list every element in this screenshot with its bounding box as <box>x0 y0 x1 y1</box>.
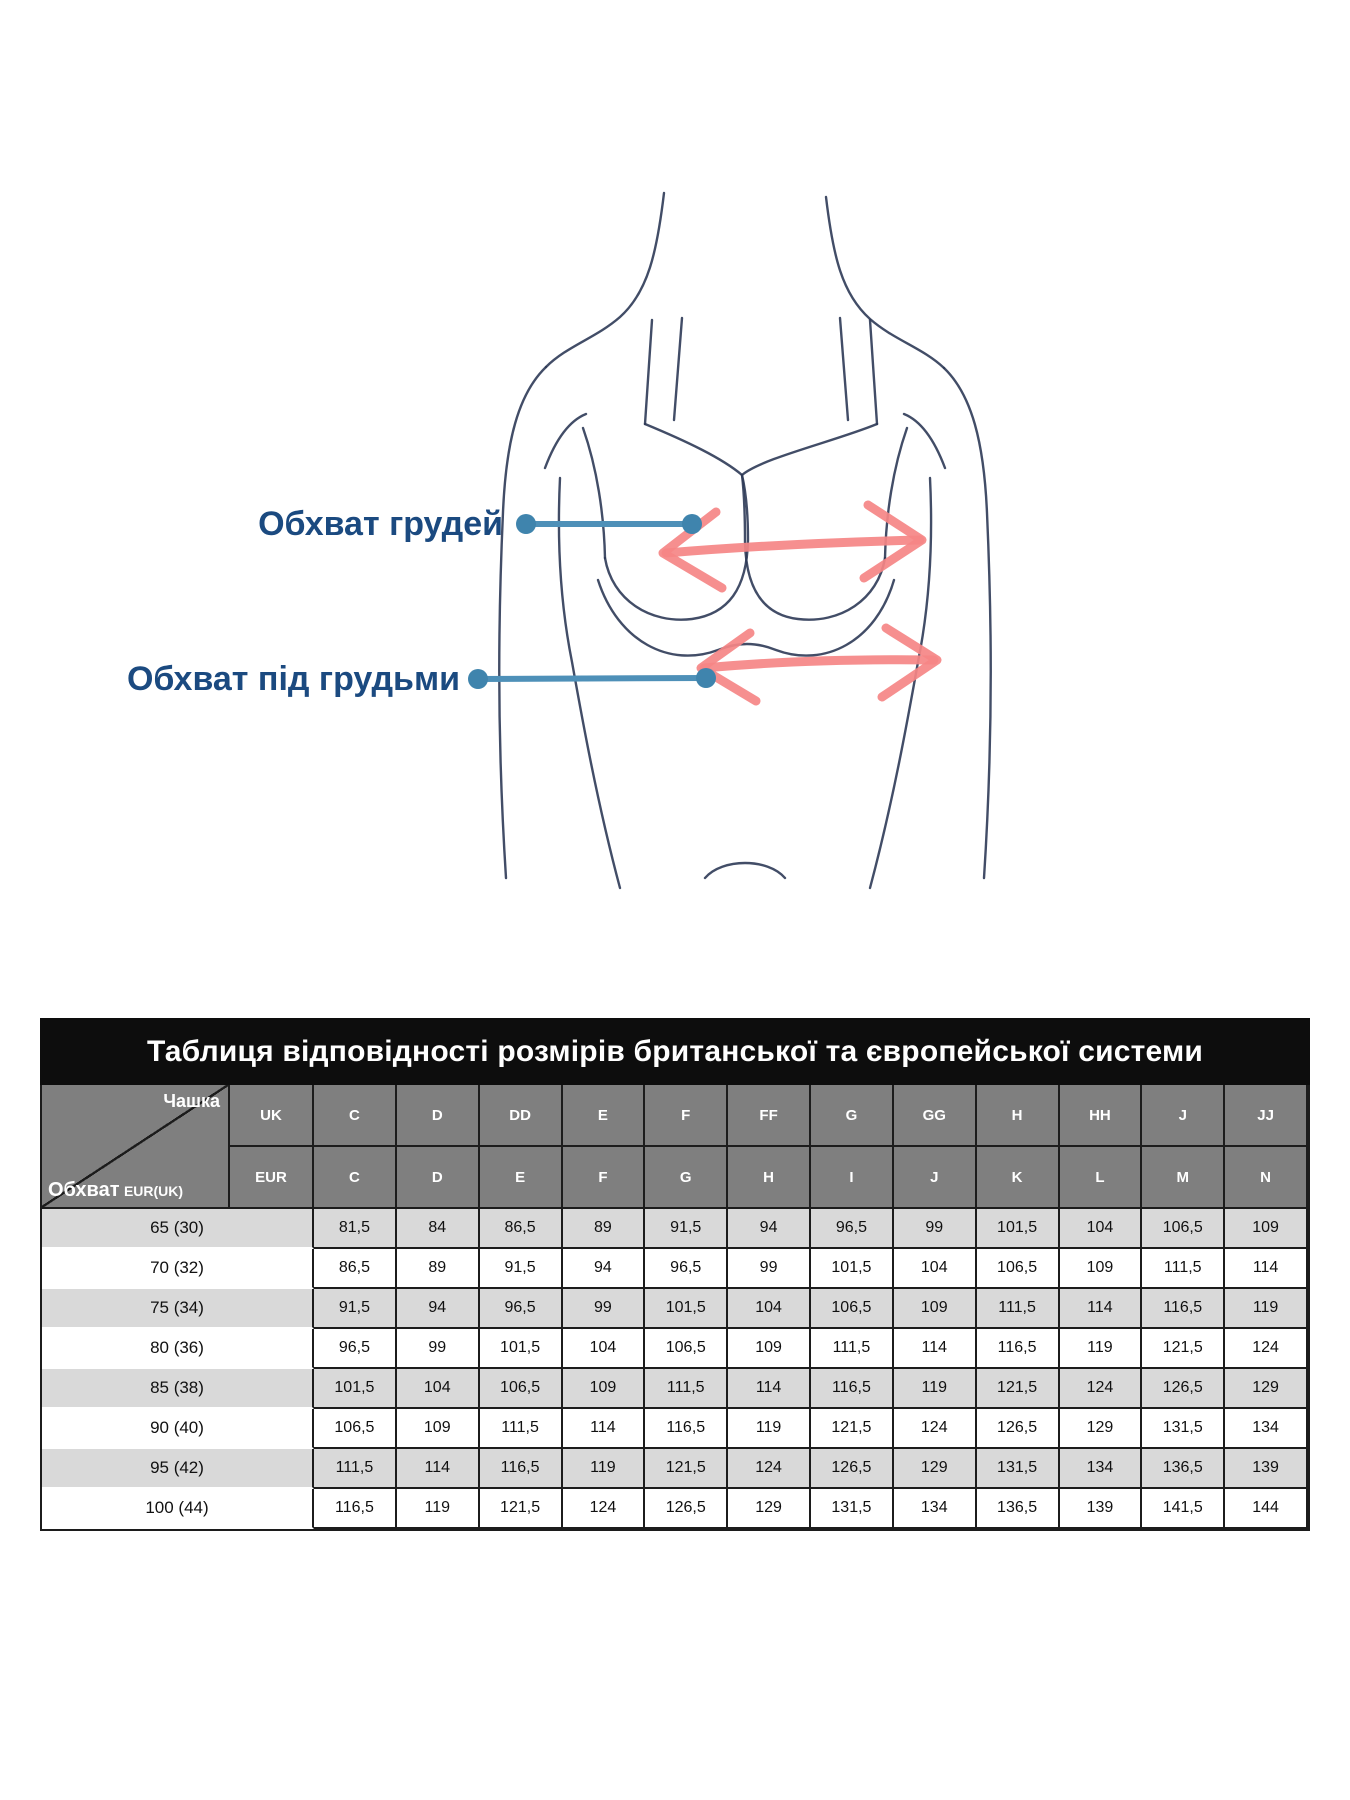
size-cell: 101,5 <box>480 1329 563 1369</box>
size-cell: 104 <box>397 1369 480 1409</box>
size-cell: 126,5 <box>645 1489 728 1529</box>
size-cell: 96,5 <box>314 1329 397 1369</box>
size-cell: 99 <box>397 1329 480 1369</box>
size-cell: 129 <box>1060 1409 1143 1449</box>
size-cell: 126,5 <box>811 1449 894 1489</box>
row-label: 100 (44) <box>42 1489 314 1529</box>
size-cell: 124 <box>1225 1329 1308 1369</box>
cup-header-eur: H <box>728 1147 811 1209</box>
size-cell: 134 <box>1060 1449 1143 1489</box>
cup-header-eur: I <box>811 1147 894 1209</box>
cup-header-uk: H <box>977 1085 1060 1147</box>
corner-girth-label <box>48 1179 183 1202</box>
size-cell: 86,5 <box>314 1249 397 1289</box>
size-cell: 129 <box>894 1449 977 1489</box>
cup-header-uk: G <box>811 1085 894 1147</box>
size-cell: 96,5 <box>480 1289 563 1329</box>
size-cell: 121,5 <box>1142 1329 1225 1369</box>
size-cell: 109 <box>728 1329 811 1369</box>
size-cell: 126,5 <box>1142 1369 1225 1409</box>
cup-header-eur: E <box>480 1147 563 1209</box>
size-cell: 124 <box>563 1489 646 1529</box>
size-cell: 101,5 <box>977 1209 1060 1249</box>
size-cell: 119 <box>1225 1289 1308 1329</box>
size-cell: 111,5 <box>645 1369 728 1409</box>
cup-header-uk: J <box>1142 1085 1225 1147</box>
size-cell: 116,5 <box>811 1369 894 1409</box>
size-cell: 119 <box>397 1489 480 1529</box>
cup-header-eur: M <box>1142 1147 1225 1209</box>
size-cell: 91,5 <box>480 1249 563 1289</box>
size-cell: 129 <box>728 1489 811 1529</box>
size-cell: 101,5 <box>645 1289 728 1329</box>
cup-header-eur: C <box>314 1147 397 1209</box>
size-cell: 116,5 <box>977 1329 1060 1369</box>
cup-header-uk: E <box>563 1085 646 1147</box>
cup-header-eur: D <box>397 1147 480 1209</box>
corner-cell <box>42 1085 230 1209</box>
size-cell: 109 <box>397 1409 480 1449</box>
size-cell: 104 <box>728 1289 811 1329</box>
size-cell: 89 <box>397 1249 480 1289</box>
cup-header-uk: JJ <box>1225 1085 1308 1147</box>
size-cell: 126,5 <box>977 1409 1060 1449</box>
girth-word-sub: EUR(UK) <box>123 1183 184 1199</box>
row-label: 85 (38) <box>42 1369 314 1409</box>
row-label: 65 (30) <box>42 1209 314 1249</box>
size-cell: 99 <box>563 1289 646 1329</box>
size-cell: 111,5 <box>314 1449 397 1489</box>
size-cell: 144 <box>1225 1489 1308 1529</box>
row-label: 75 (34) <box>42 1289 314 1329</box>
size-cell: 121,5 <box>811 1409 894 1449</box>
size-cell: 109 <box>894 1289 977 1329</box>
size-cell: 131,5 <box>811 1489 894 1529</box>
size-cell: 96,5 <box>811 1209 894 1249</box>
size-cell: 119 <box>563 1449 646 1489</box>
size-cell: 141,5 <box>1142 1489 1225 1529</box>
bust-arrow <box>663 505 922 588</box>
size-cell: 109 <box>563 1369 646 1409</box>
bra-outline <box>598 318 894 656</box>
cup-header-uk: F <box>645 1085 728 1147</box>
size-cell: 114 <box>728 1369 811 1409</box>
size-cell: 124 <box>728 1449 811 1489</box>
size-cell: 134 <box>1225 1409 1308 1449</box>
size-cell: 84 <box>397 1209 480 1249</box>
size-cell: 86,5 <box>480 1209 563 1249</box>
size-cell: 106,5 <box>480 1369 563 1409</box>
size-table-grid <box>40 1085 1310 1531</box>
size-cell: 99 <box>894 1209 977 1249</box>
size-cell: 81,5 <box>314 1209 397 1249</box>
size-cell: 136,5 <box>1142 1449 1225 1489</box>
cup-header-uk: D <box>397 1085 480 1147</box>
size-cell: 116,5 <box>1142 1289 1225 1329</box>
size-cell: 101,5 <box>314 1369 397 1409</box>
size-cell: 96,5 <box>645 1249 728 1289</box>
table-title: Таблиця відповідності розмірів британської та європейської системи <box>40 1018 1310 1085</box>
cup-header-eur: F <box>563 1147 646 1209</box>
underbust-arrow <box>701 628 937 701</box>
size-cell: 134 <box>894 1489 977 1529</box>
size-cell: 99 <box>728 1249 811 1289</box>
size-cell: 121,5 <box>645 1449 728 1489</box>
size-cell: 139 <box>1060 1489 1143 1529</box>
cup-header-eur: L <box>1060 1147 1143 1209</box>
size-cell: 131,5 <box>1142 1409 1225 1449</box>
size-cell: 106,5 <box>811 1289 894 1329</box>
bust-leader-line <box>516 514 702 534</box>
size-cell: 106,5 <box>977 1249 1060 1289</box>
corner-cup-label: Чашка <box>163 1091 220 1111</box>
size-cell: 111,5 <box>977 1289 1060 1329</box>
underbust-measure-label: Обхват під грудьми <box>126 660 460 698</box>
size-cell: 114 <box>894 1329 977 1369</box>
size-cell: 89 <box>563 1209 646 1249</box>
size-cell: 104 <box>1060 1209 1143 1249</box>
size-cell: 106,5 <box>314 1409 397 1449</box>
uk-system-header: UK <box>230 1085 314 1147</box>
size-cell: 111,5 <box>811 1329 894 1369</box>
row-label: 80 (36) <box>42 1329 314 1369</box>
size-cell: 94 <box>728 1209 811 1249</box>
size-cell: 116,5 <box>314 1489 397 1529</box>
underbust-leader-line <box>468 668 716 689</box>
bust-measure-label: Обхват грудей <box>258 505 503 543</box>
size-cell: 111,5 <box>1142 1249 1225 1289</box>
size-cell: 114 <box>563 1409 646 1449</box>
size-conversion-table <box>40 1018 1310 1531</box>
cup-header-uk: HH <box>1060 1085 1143 1147</box>
size-cell: 91,5 <box>314 1289 397 1329</box>
size-cell: 129 <box>1225 1369 1308 1409</box>
size-cell: 114 <box>1060 1289 1143 1329</box>
size-cell: 109 <box>1060 1249 1143 1289</box>
row-label: 95 (42) <box>42 1449 314 1489</box>
size-cell: 111,5 <box>480 1409 563 1449</box>
size-cell: 91,5 <box>645 1209 728 1249</box>
size-cell: 124 <box>894 1409 977 1449</box>
cup-header-uk: FF <box>728 1085 811 1147</box>
size-cell: 124 <box>1060 1369 1143 1409</box>
girth-word-main: Обхват <box>48 1179 120 1201</box>
size-cell: 94 <box>563 1249 646 1289</box>
cup-header-eur: K <box>977 1147 1060 1209</box>
size-cell: 101,5 <box>811 1249 894 1289</box>
cup-header-uk: C <box>314 1085 397 1147</box>
size-cell: 114 <box>397 1449 480 1489</box>
size-cell: 131,5 <box>977 1449 1060 1489</box>
size-cell: 121,5 <box>977 1369 1060 1409</box>
size-cell: 119 <box>894 1369 977 1409</box>
eur-system-header: EUR <box>230 1147 314 1209</box>
size-cell: 94 <box>397 1289 480 1329</box>
size-cell: 116,5 <box>645 1409 728 1449</box>
size-cell: 136,5 <box>977 1489 1060 1529</box>
size-cell: 104 <box>563 1329 646 1369</box>
cup-header-eur: N <box>1225 1147 1308 1209</box>
row-label: 90 (40) <box>42 1409 314 1449</box>
cup-header-eur: G <box>645 1147 728 1209</box>
size-cell: 116,5 <box>480 1449 563 1489</box>
size-cell: 119 <box>1060 1329 1143 1369</box>
size-cell: 139 <box>1225 1449 1308 1489</box>
size-cell: 109 <box>1225 1209 1308 1249</box>
size-cell: 114 <box>1225 1249 1308 1289</box>
size-cell: 106,5 <box>1142 1209 1225 1249</box>
size-cell: 106,5 <box>645 1329 728 1369</box>
cup-header-uk: DD <box>480 1085 563 1147</box>
size-cell: 119 <box>728 1409 811 1449</box>
size-cell: 104 <box>894 1249 977 1289</box>
cup-header-eur: J <box>894 1147 977 1209</box>
size-cell: 121,5 <box>480 1489 563 1529</box>
cup-header-uk: GG <box>894 1085 977 1147</box>
row-label: 70 (32) <box>42 1249 314 1289</box>
